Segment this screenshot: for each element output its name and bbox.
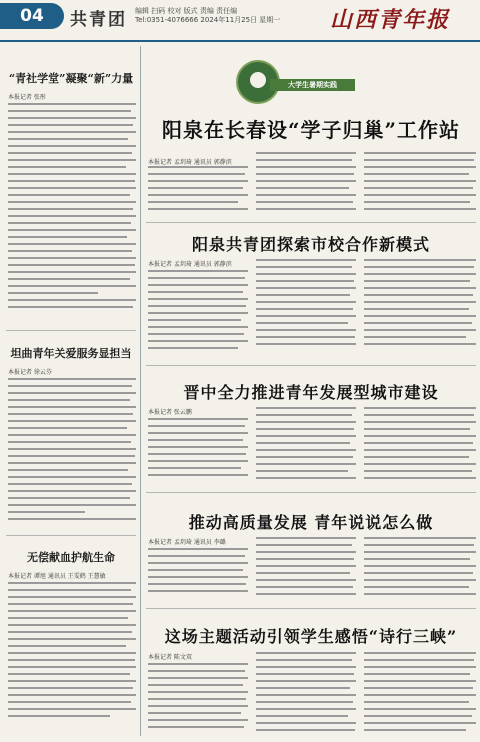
left-article2-title: 坦曲青年关爱服务显担当 xyxy=(10,347,132,360)
headline-3-byline: 本报记者 张云鹏 xyxy=(148,409,192,416)
headline-2-body-b xyxy=(256,259,356,354)
headline-2-body-a xyxy=(148,270,248,354)
column-divider xyxy=(140,46,141,736)
left-article2-body xyxy=(8,378,136,528)
headline-5: 这场主题活动引领学生感悟“诗行三峡” xyxy=(164,627,458,646)
headline-1-body-c xyxy=(364,152,476,216)
headline-5-body-a xyxy=(148,663,248,735)
headline-4-body-b xyxy=(256,537,356,600)
headline-4-byline: 本报记者 孟玥琦 通讯员 李璐 xyxy=(148,539,226,546)
header-meta-line2: Tel:0351-4076666 2024年11月25日 星期一 xyxy=(135,16,281,24)
page-number: 04 xyxy=(0,3,64,29)
section-banner: 大学生暑期实践 xyxy=(270,79,355,91)
header-meta-line1: 编辑 扫码 校对 版式 责编 责任编 xyxy=(135,7,238,15)
headline-2-body-c xyxy=(364,259,476,354)
main-rule-1 xyxy=(146,222,476,223)
headline-4-body-a xyxy=(148,548,248,600)
headline-3-body-a xyxy=(148,418,248,482)
headline-4: 推动高质量发展 青年说说怎么做 xyxy=(188,513,434,532)
left-article3-title: 无偿献血护航生命 xyxy=(27,551,115,564)
left-article1-byline: 本报记者 张彤 xyxy=(8,94,46,101)
masthead-logo: 山西青年报 xyxy=(330,7,451,33)
headline-1-byline: 本报记者 孟玥琦 通讯员 郭静滨 xyxy=(148,159,232,166)
headline-5-byline: 本报记者 陈文双 xyxy=(148,654,192,661)
left-article1-title: “青社学堂”凝聚“新”力量 xyxy=(8,72,134,85)
main-rule-3 xyxy=(146,492,476,493)
headline-1-body-a xyxy=(148,166,248,216)
headline-2-byline: 本报记者 孟玥琦 通讯员 郭静滨 xyxy=(148,261,232,268)
header-meta xyxy=(135,7,280,25)
headline-4-body-c xyxy=(364,537,476,600)
page-header xyxy=(0,0,480,42)
headline-2: 阳泉共青团探索市校合作新模式 xyxy=(191,235,430,254)
section-name: 共青团 xyxy=(70,10,127,30)
headline-1: 阳泉在长春设“学子归巢”工作站 xyxy=(161,118,460,142)
left-rule-1 xyxy=(6,330,136,331)
headline-3-body-b xyxy=(256,407,356,482)
headline-5-body-b xyxy=(256,652,356,735)
left-article2-byline: 本报记者 徐云芬 xyxy=(8,369,52,376)
headline-5-body-c xyxy=(364,652,476,735)
headline-3-body-c xyxy=(364,407,476,482)
left-article3-body xyxy=(8,582,136,732)
headline-1-body-b xyxy=(256,152,356,216)
main-rule-4 xyxy=(146,608,476,609)
main-rule-2 xyxy=(146,365,476,366)
headline-3: 晋中全力推进青年发展型城市建设 xyxy=(183,383,439,402)
left-article1-body xyxy=(8,103,136,315)
left-rule-2 xyxy=(6,535,136,536)
left-article3-byline: 本报记者 谭旭 通讯员 王雯鹤 王慧敏 xyxy=(8,573,106,580)
